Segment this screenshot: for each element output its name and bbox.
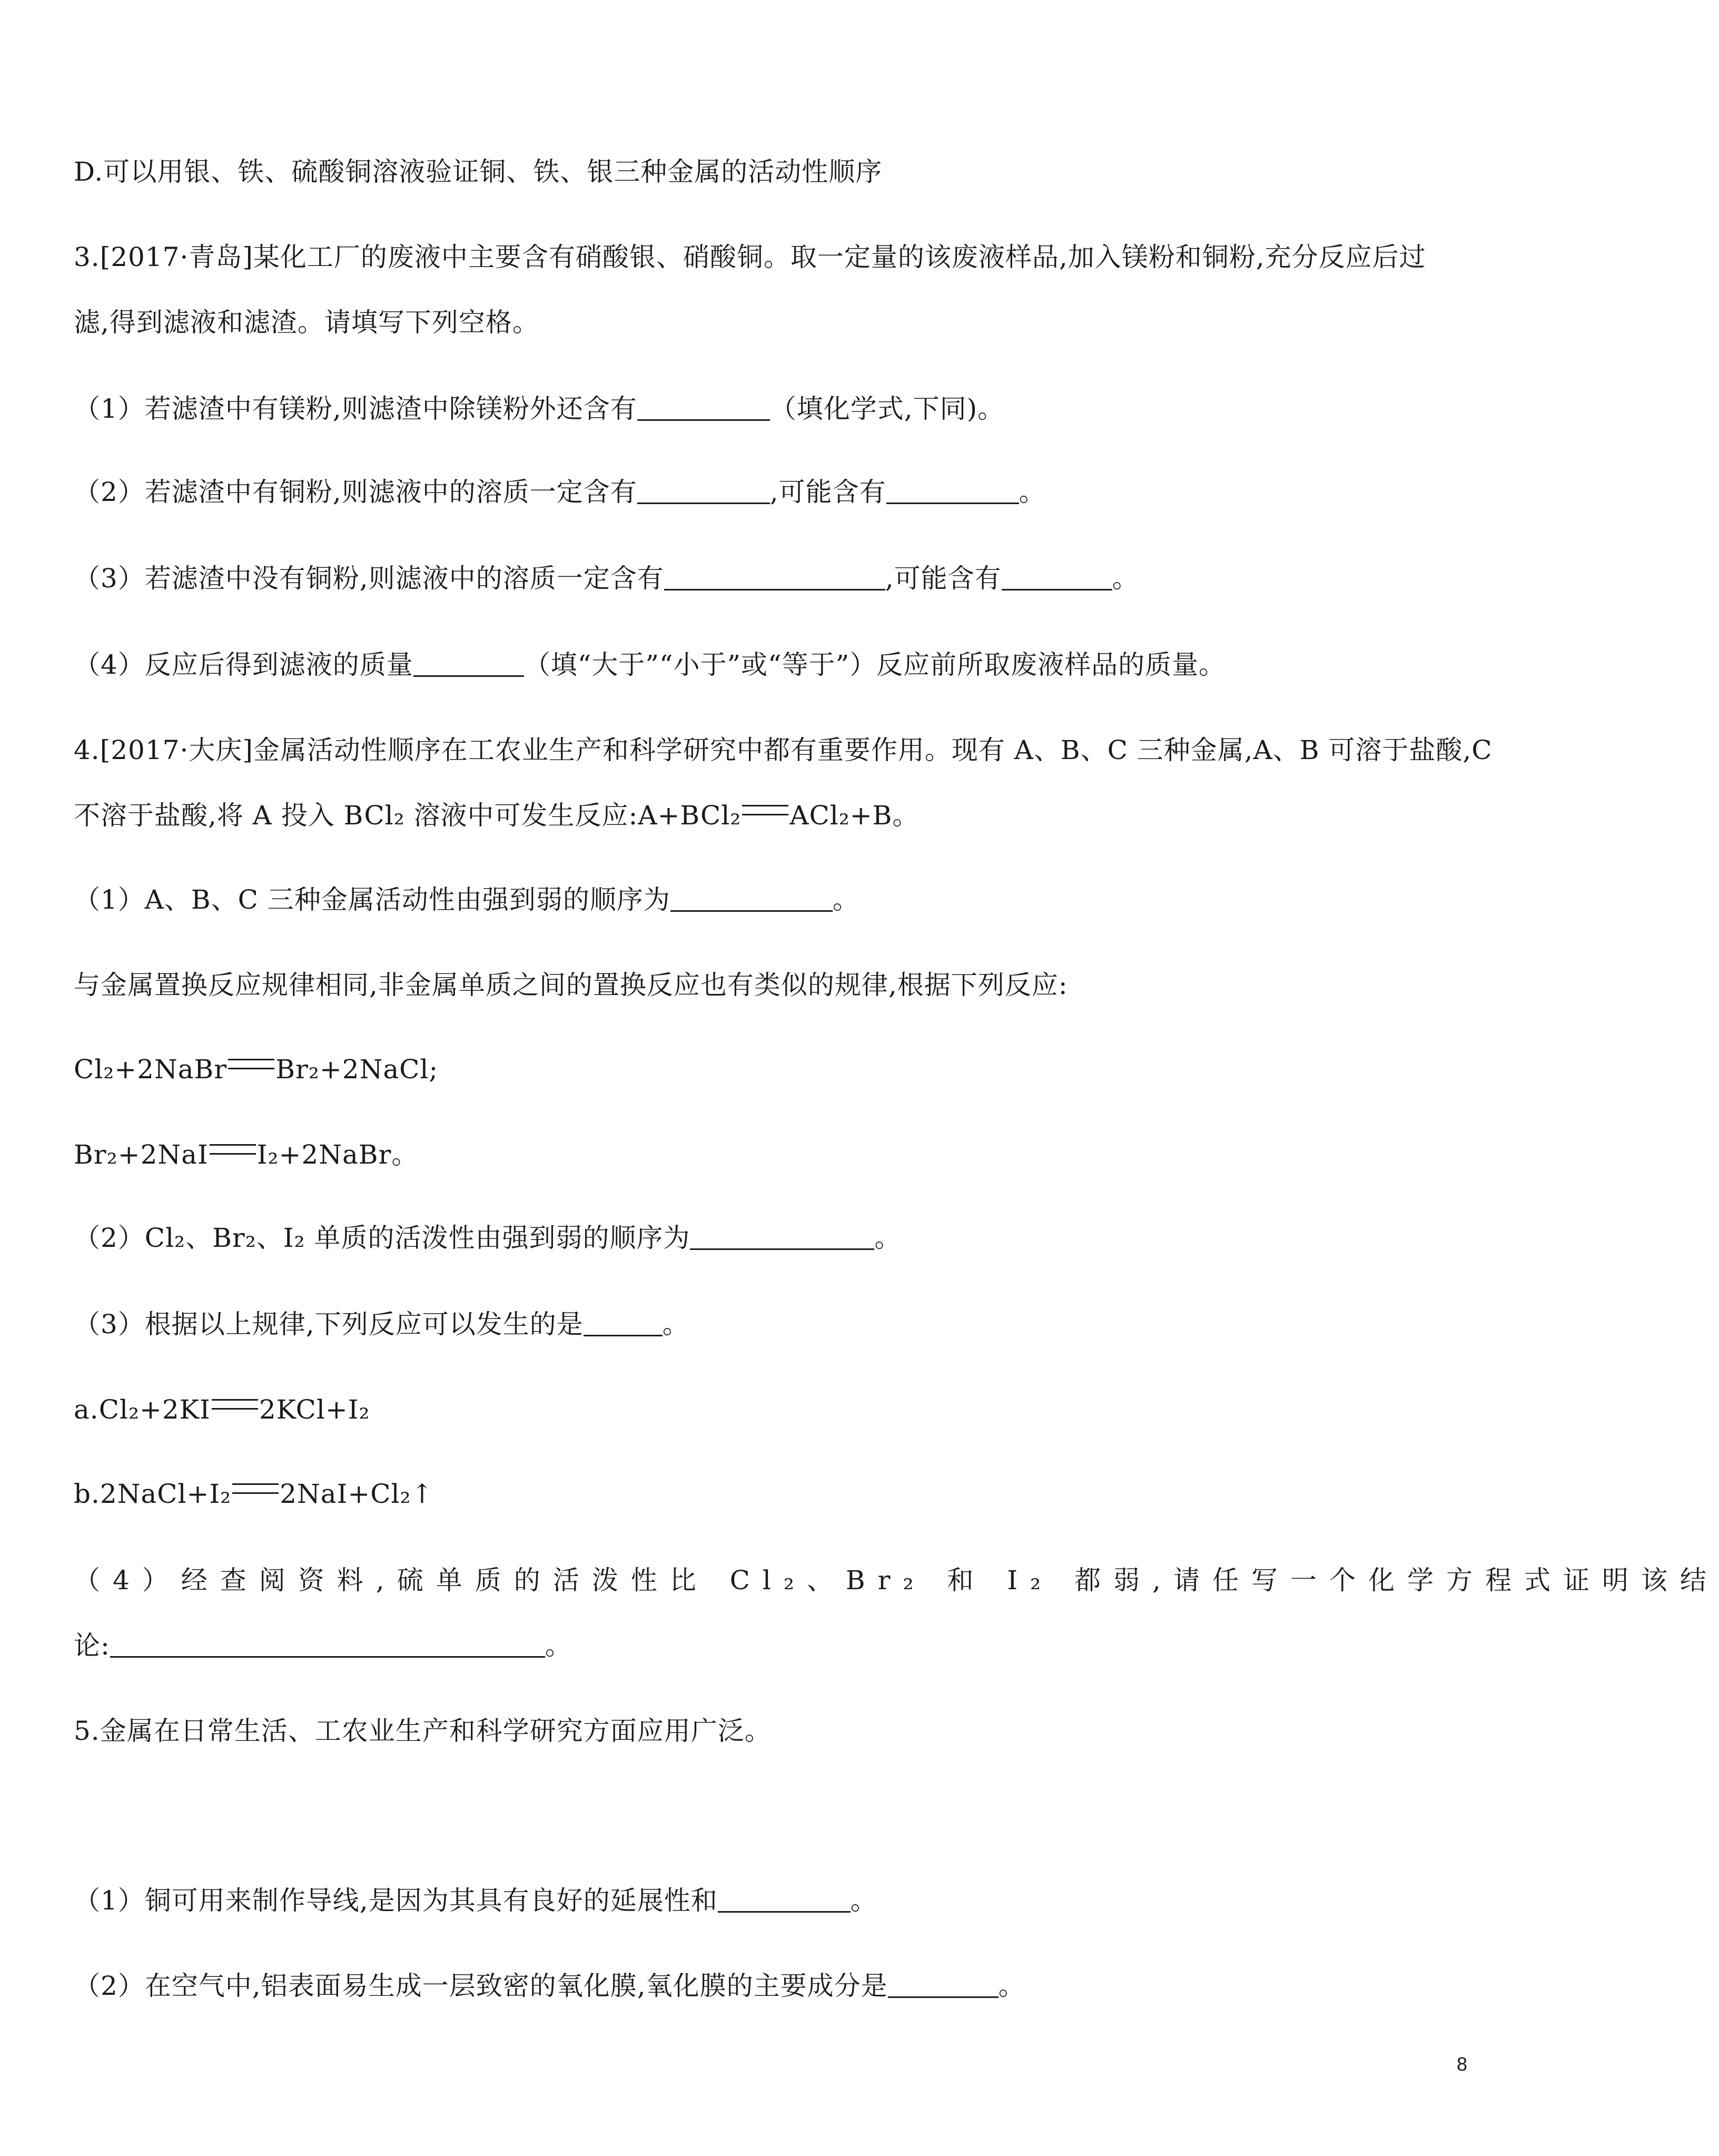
equals-sign-icon — [210, 1144, 256, 1155]
line-text: （2）在空气中,铝表面易生成一层致密的氧化膜,氧化膜的主要成分是 — [74, 1971, 888, 2001]
text-line-q4_4 — [74, 1564, 1719, 1596]
text-line-q4_4b — [74, 1630, 572, 1661]
line-text: （1）铜可用来制作导线,是因为其具有良好的延展性和 — [74, 1885, 718, 1916]
text-line-q4_2 — [74, 1222, 901, 1254]
text-line-q3_2 — [74, 476, 1046, 508]
answer-blank[interactable] — [1002, 564, 1112, 591]
text-line-q5_head — [74, 1715, 772, 1747]
line-text-after: ,可能含有 — [769, 477, 886, 507]
text-line-q3_4 — [74, 649, 1226, 681]
line-text: 4.[2017·大庆]金属活动性顺序在工农业生产和科学研究中都有重要作用。现有 A、B、C 三种金属,A、B 可溶于盐酸,C — [74, 735, 1493, 765]
line-text-after: 2KCl+I₂ — [259, 1394, 370, 1425]
line-text: Cl₂+2NaBr — [74, 1054, 228, 1085]
text-line-q3_head — [74, 241, 1426, 273]
text-line-r2 — [74, 1139, 418, 1170]
line-text: （2）若滤渣中有铜粉,则滤液中的溶质一定含有 — [74, 477, 637, 507]
line-text-after: I₂+2NaBr。 — [256, 1139, 419, 1170]
text-line-q2d — [74, 156, 882, 188]
answer-blank[interactable] — [718, 1886, 851, 1913]
line-text-after: 。 — [1112, 563, 1139, 594]
line-text-after: 。 — [850, 1885, 877, 1916]
line-text-after: （填“大于”“小于”或“等于”）反应前所取废液样品的质量。 — [523, 649, 1226, 680]
line-text: （1）A、B、C 三种金属活动性由强到弱的顺序为 — [74, 884, 670, 915]
text-line-q4_3 — [74, 1308, 689, 1340]
equals-sign-icon — [228, 1059, 274, 1069]
line-text: 5.金属在日常生活、工农业生产和科学研究方面应用广泛。 — [74, 1716, 772, 1746]
line-text: D.可以用银、铁、硫酸铜溶液验证铜、铁、银三种金属的活动性顺序 — [74, 156, 883, 187]
answer-blank[interactable] — [413, 651, 524, 677]
line-text-after: ,可能含有 — [885, 563, 1002, 594]
line-text: 3.[2017·青岛]某化工厂的废液中主要含有硝酸银、硝酸铜。取一定量的该废液样品,加入镁粉和铜粉,充分反应后过 — [74, 242, 1426, 272]
line-text-after: 。 — [545, 1630, 572, 1661]
line-text: （4）反应后得到滤液的质量 — [74, 649, 413, 680]
line-text: （3）根据以上规律,下列反应可以发生的是 — [74, 1309, 584, 1340]
line-text-after: ACl₂+B。 — [789, 800, 920, 831]
page-number: 8 — [1457, 2053, 1468, 2075]
text-line-q3_1 — [74, 393, 1004, 425]
line-text: 论: — [74, 1630, 110, 1661]
answer-blank[interactable] — [664, 564, 885, 591]
line-text: 不溶于盐酸,将 A 投入 BCl₂ 溶液中可发生反应:A+BCl₂ — [74, 800, 742, 831]
line-text-after: 。 — [662, 1309, 689, 1340]
text-line-q4_intro — [74, 969, 1068, 1001]
text-line-opt_a — [74, 1394, 370, 1425]
line-text: （3）若滤渣中没有铜粉,则滤液中的溶质一定含有 — [74, 563, 664, 594]
text-line-opt_b — [74, 1478, 433, 1510]
equals-sign-icon — [212, 1399, 258, 1410]
line-text: 滤,得到滤液和滤渣。请填写下列空格。 — [74, 307, 539, 338]
line-text-after: 。 — [832, 884, 859, 915]
text-line-q3_head2 — [74, 307, 539, 338]
answer-blank[interactable] — [886, 478, 1019, 505]
answer-blank[interactable] — [690, 1224, 874, 1251]
equals-sign-icon — [742, 805, 788, 815]
line-text: a.Cl₂+2KI — [74, 1394, 211, 1425]
line-text-after: 。 — [998, 1971, 1025, 2001]
text-line-q3_3 — [74, 563, 1139, 594]
text-line-q5_2 — [74, 1970, 1025, 2002]
text-line-q4_head2 — [74, 800, 919, 831]
line-text-after: （填化学式,下同)。 — [769, 393, 1005, 424]
text-line-q5_1 — [74, 1885, 877, 1916]
answer-blank[interactable] — [637, 395, 770, 421]
line-text-after: 。 — [874, 1223, 902, 1253]
answer-blank[interactable] — [888, 1972, 999, 1999]
line-text-after: Br₂+2NaCl; — [275, 1054, 439, 1085]
line-text: （4）经查阅资料,硫单质的活泼性比 Cl₂、Br₂ 和 I₂ 都弱,请任写一个化学方程式证明该结 — [74, 1565, 1719, 1596]
text-line-q4_1 — [74, 884, 859, 915]
line-text: （2）Cl₂、Br₂、I₂ 单质的活泼性由强到弱的顺序为 — [74, 1223, 690, 1253]
answer-blank[interactable] — [670, 885, 833, 912]
answer-blank[interactable] — [637, 478, 770, 505]
line-text-after: 2NaI+Cl₂↑ — [280, 1479, 434, 1509]
line-text: b.2NaCl+I₂ — [74, 1479, 232, 1509]
equals-sign-icon — [232, 1483, 279, 1494]
line-text: Br₂+2NaI — [74, 1139, 209, 1170]
text-line-q4_head — [74, 734, 1493, 766]
answer-blank[interactable] — [584, 1310, 663, 1337]
line-text-after: 。 — [1019, 477, 1046, 507]
line-text: （1）若滤渣中有镁粉,则滤渣中除镁粉外还含有 — [74, 393, 637, 424]
line-text: 与金属置换反应规律相同,非金属单质之间的置换反应也有类似的规律,根据下列反应: — [74, 970, 1068, 1000]
answer-blank[interactable] — [110, 1631, 545, 1658]
text-line-r1 — [74, 1054, 438, 1085]
